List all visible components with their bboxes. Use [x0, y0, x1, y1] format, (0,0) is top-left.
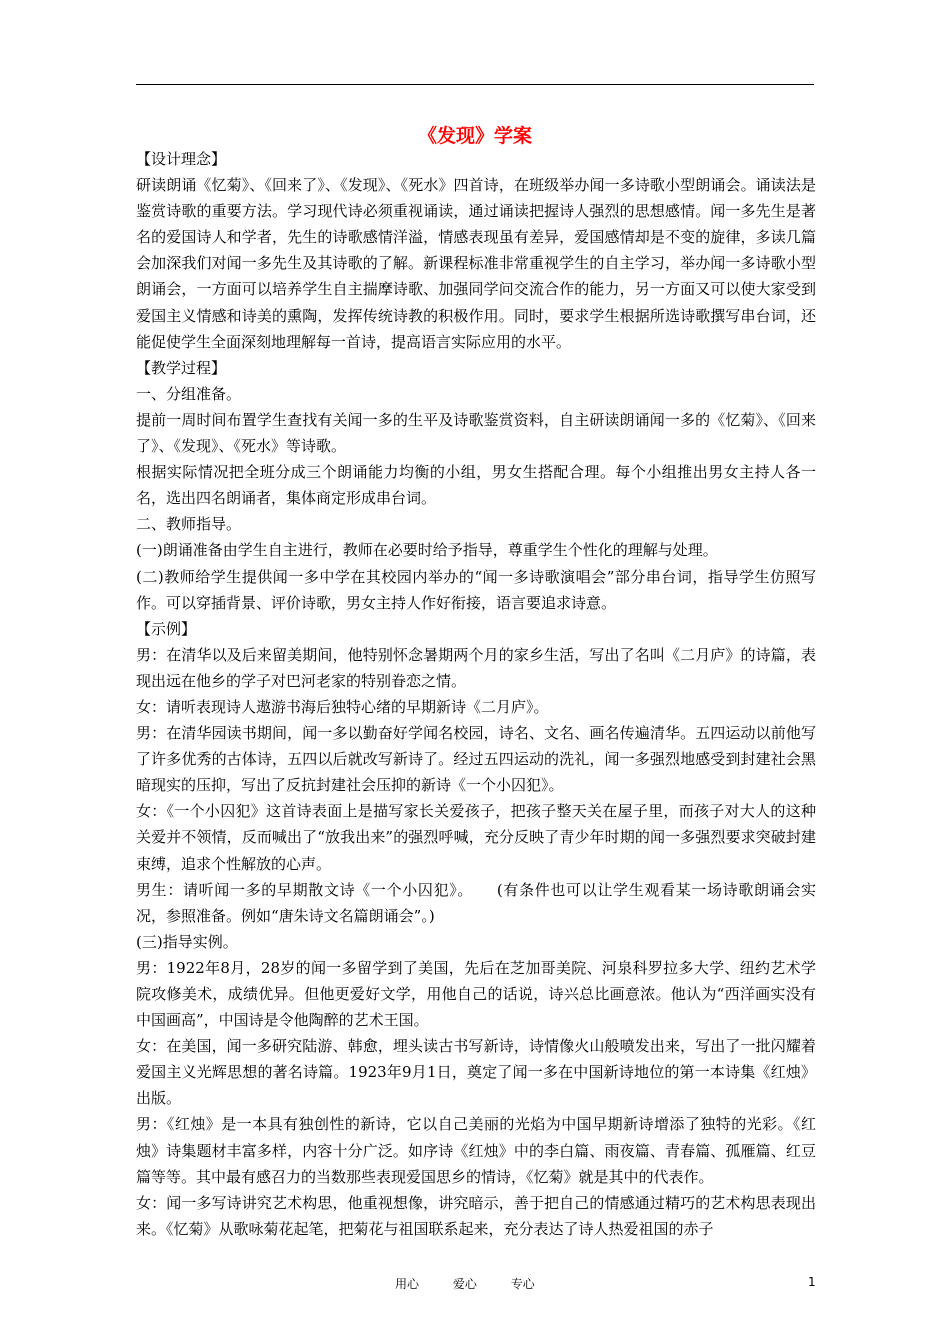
paragraph: 一、分组准备。 — [136, 384, 242, 403]
footer-motto-2: 爱心 — [452, 1277, 477, 1291]
paragraph: 女：闻一多写诗讲究艺术构思，他重视想像，讲究暗示，善于把自己的情感通过精巧的艺术构思表现出来。《忆菊》从歌咏菊花起笔，把菊花与祖国联系起来，充分表达了诗人热爱祖国的赤子 — [136, 1193, 816, 1238]
paragraph: 女：在美国，闻一多研究陆游、韩愈，埋头读古书写新诗，诗情像火山般喷发出来，写出了一批闪耀着爱国主义光辉思想的著名诗篇。1923年9月1日，奠定了闻一多在中国新诗地位的第一本诗集《红烛》出版。 — [136, 1037, 816, 1108]
paragraph: 女：《一个小囚犯》这首诗表面上是描写家长关爱孩子，把孩子整天关在屋子里，而孩子对大人的这种关爱并不领情，反而喊出了“放我出来”的强烈呼喊，充分反映了青少年时期的闻一多强烈要求突破封建束缚，追求个性解放的心声。 — [136, 802, 816, 873]
paragraph: 男：在清华园读书期间，闻一多以勤奋好学闻名校园，诗名、文名、画名传遍清华。五四运动以前他写了许多优秀的古体诗，五四以后就改写新诗了。经过五四运动的洗礼，闻一多强烈地感受到封建社会黑暗现实的压抑，写出了反抗封建社会压抑的新诗《一个小囚犯》。 — [136, 724, 816, 795]
section-heading: 【设计理念】 — [136, 150, 227, 168]
paragraph: 根据实际情况把全班分成三个朗诵能力均衡的小组，男女生搭配合理。每个小组推出男女主持人各一名，选出四名朗诵者，集体商定形成串台词。 — [136, 463, 816, 508]
paragraph: 研读朗诵《忆菊》、《回来了》、《发现》、《死水》四首诗，在班级举办闻一多诗歌小型朗诵会。诵读法是鉴赏诗歌的重要方法。学习现代诗必须重视诵读，通过诵读把握诗人强烈的思想感情。闻一多先生是著名的爱国诗人和学者，先生的诗歌感情洋溢，情感表现虽有差异，爱国感情却是不变的旋律，多读几篇会加深我们对闻一多先生及其诗歌的了解。新课程标准非常重视学生的自主学习，举办闻一多诗歌小型朗诵会，一方面可以培养学生自主揣摩诗歌、加强同学问交流合作的能力，另一方面又可以使大家受到爱国主义情感和诗美的熏陶，发挥传统诗教的积极作用。同时，要求学生根据所选诗歌撰写串台词，还能促使学生全面深刻地理解每一首诗，提高语言实际应用的水平。 — [136, 176, 816, 351]
header-rule — [136, 84, 814, 85]
paragraph: 男：《红烛》是一本具有独创性的新诗，它以自己美丽的光焰为中国早期新诗增添了独特的光彩。《红烛》诗集题材丰富多样，内容十分广泛。如序诗《红烛》中的李白篇、雨夜篇、青春篇、孤雁篇、红豆篇等等。其中最有感召力的当数那些表现爱国思乡的情诗，《忆菊》就是其中的代表作。 — [136, 1115, 816, 1186]
paragraph: (一)朗诵准备由学生自主进行，教师在必要时给予指导，尊重学生个性化的理解与处理。 — [136, 541, 718, 560]
document-body — [136, 146, 816, 1242]
section-heading: 【示例】 — [136, 619, 197, 638]
paragraph: 二、教师指导。 — [136, 515, 242, 534]
paragraph: (三)指导实例。 — [136, 932, 238, 951]
paragraph: 女：请听表现诗人遨游书海后独特心绪的早期新诗《二月庐》。 — [136, 697, 549, 716]
footer-motto — [395, 1275, 565, 1292]
footer-motto-3: 专心 — [510, 1277, 535, 1291]
paragraph: 男：在清华以及后来留美期间，他特别怀念暑期两个月的家乡生活，写出了名叫《二月庐》的诗篇，表现出远在他乡的学子对巴河老家的特别眷恋之情。 — [136, 645, 816, 690]
paragraph: 男生：请听闻一多的早期散文诗《一个小囚犯》。 (有条件也可以让学生观看某一场诗歌朗诵会实况，参照准备。例如“唐朱诗文名篇朗诵会”。) — [136, 880, 816, 925]
footer-motto-1: 用心 — [395, 1277, 420, 1291]
page-number: 1 — [808, 1275, 816, 1289]
section-heading: 【教学过程】 — [136, 358, 227, 377]
page-title: 《发现》学案 — [417, 125, 532, 147]
paragraph: 男：1922年8月，28岁的闻一多留学到了美国，先后在芝加哥美院、河泉科罗拉多大学、纽约艺术学院攻修美术，成绩优异。但他更爱好文学，用他自己的话说，诗兴总比画意浓。他认为“西洋画实没有中国画高”，中国诗是令他陶醉的艺术王国。 — [136, 958, 816, 1030]
paragraph: (二)教师给学生提供闻一多中学在其校园内举办的“闻一多诗歌演唱会”部分串台词，指导学生仿照写作。可以穿插背景、评价诗歌，男女主持人作好衔接，语言要追求诗意。 — [136, 567, 816, 612]
paragraph: 提前一周时间布置学生查找有关闻一多的生平及诗歌鉴赏资料，自主研读朗诵闻一多的《忆菊》、《回来了》、《发现》、《死水》等诗歌。 — [136, 410, 816, 456]
